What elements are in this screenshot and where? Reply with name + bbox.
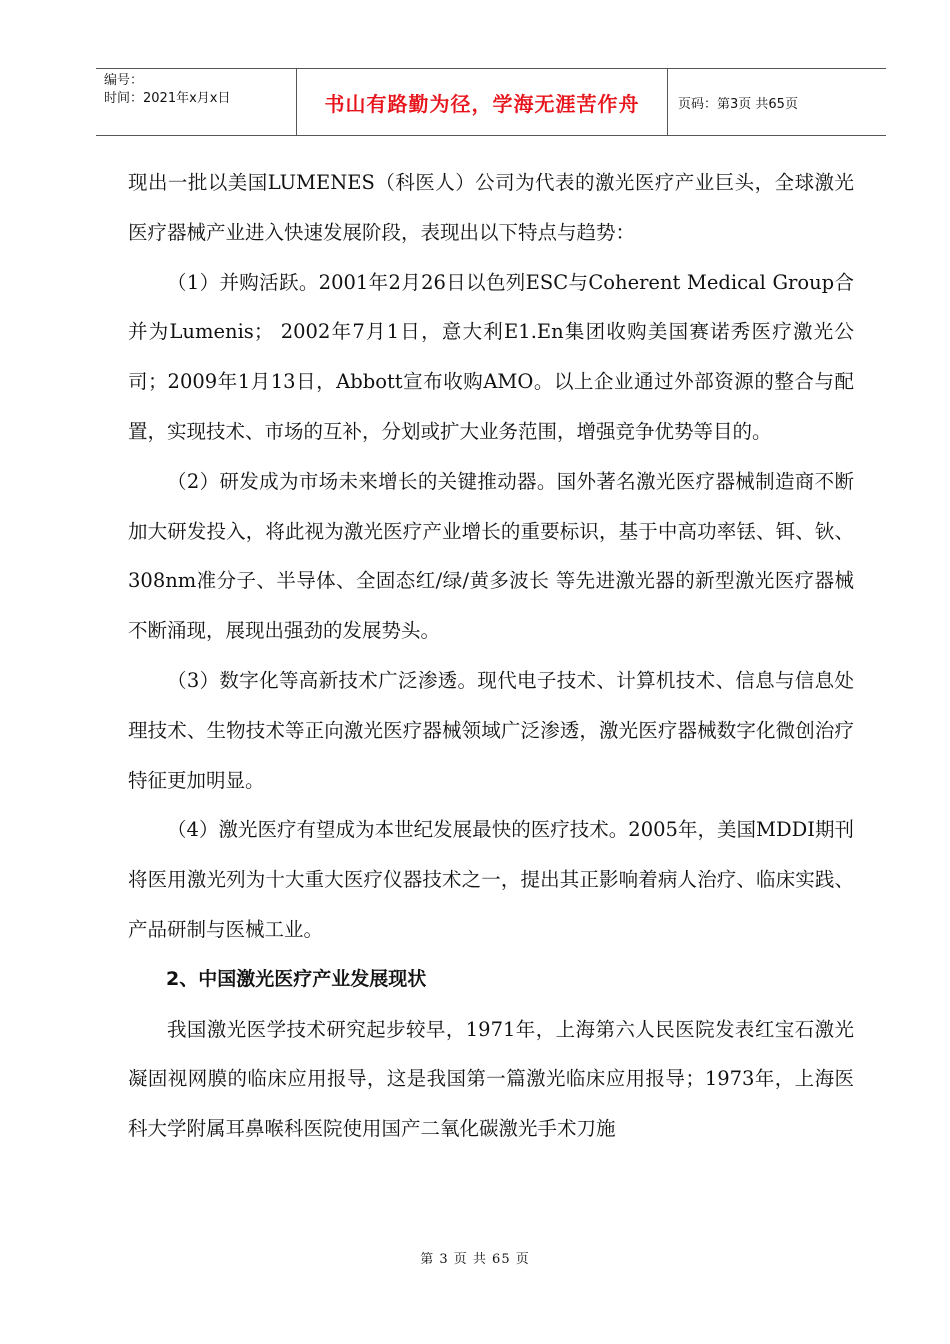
page-header: [96, 68, 886, 136]
header-page-info: 页码：第3页 共65页: [678, 96, 798, 112]
paragraph-2: （1）并购活跃。2001年2月26日以色列ESC与Coherent Medical Group合并为Lumenis； 2002年7月1日，意大利E1.En集团收购美国赛诺秀医疗激光公司；2009年1月13日，Abbott宣布收购AMO。以上企业通过外部资源的整合与配置，实现技术、市场的互补，分划或扩大业务范围，增强竞争优势等目的。: [128, 270, 854, 443]
paragraph-5: （4）激光医疗有望成为本世纪发展最快的医疗技术。2005年，美国MDDI期刊将医用激光列为十大重大医疗仪器技术之一，提出其正影响着病人治疗、临床实践、产品研制与医械工业。: [128, 818, 854, 941]
page-footer: 第 3 页 共 65 页: [420, 1252, 530, 1267]
header-motto: 书山有路勤为径，学海无涯苦作舟: [297, 69, 668, 135]
paragraph-3: （2）研发成为市场未来增长的关键推动器。国外著名激光医疗器械制造商不断加大研发投入，将此视为激光医疗产业增长的重要标识，基于中高功率铥、铒、钬、308nm准分子、半导体、全固态红/绿/黄多波长 等先进激光器的新型激光医疗器械不断涌现，展现出强劲的发展势头。: [128, 469, 854, 643]
paragraph-4: （3）数字化等高新技术广泛渗透。现代电子技术、计算机技术、信息与信息处理技术、生物技术等正向激光医疗器械领域广泛渗透，激光医疗器械数字化微创治疗特征更加明显。: [128, 668, 854, 792]
section-heading: 2、中国激光医疗产业发展现状: [166, 967, 427, 990]
paragraph-1: 现出一批以美国LUMENES（科医人）公司为代表的激光医疗产业巨头，全球激光医疗器械产业进入快速发展阶段，表现出以下特点与趋势：: [128, 171, 854, 244]
document-time-label: 时间：2021年x月x日: [104, 91, 231, 106]
header-meta: [96, 69, 297, 135]
document-number-label: 编号：: [104, 73, 144, 88]
paragraph-6: 我国激光医学技术研究起步较早，1971年，上海第六人民医院发表红宝石激光凝固视网膜的临床应用报导，这是我国第一篇激光临床应用报导；1973年，上海医科大学附属耳鼻喉科医院使用国产二氧化碳激光手术刀施: [128, 1017, 854, 1141]
document-body: [128, 158, 854, 1154]
